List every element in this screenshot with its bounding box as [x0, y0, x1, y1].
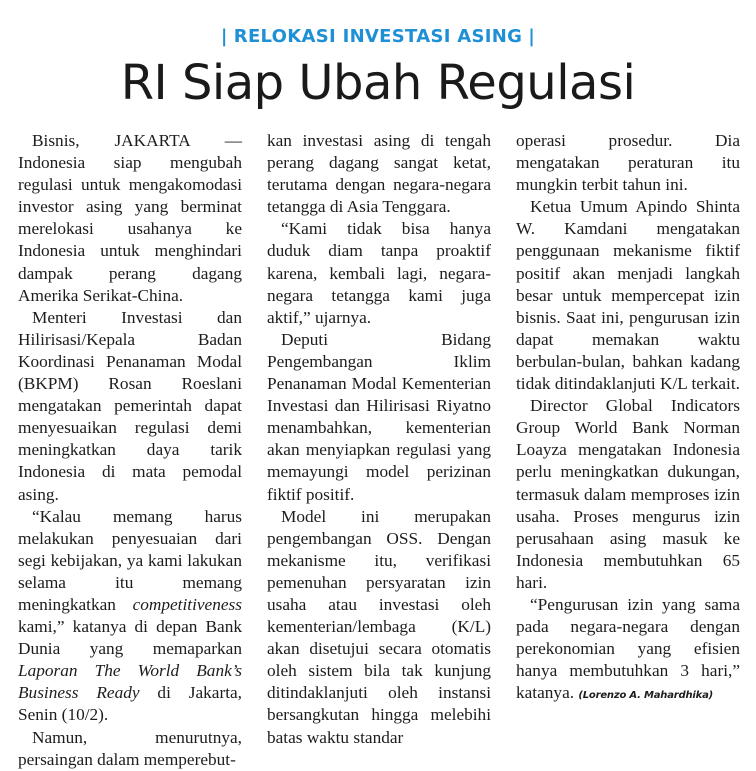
paragraph-continuation: kan investasi asing di tengah perang dagang sangat ketat, terutama dengan negara-negara tetangga di Asia Tenggara. — [267, 131, 491, 217]
paragraph: Ketua Umum Apindo Shinta W. Kamdani mengatakan penggunaan mekanisme fiktif positif akan menjadi langkah besar untuk mempercepat izin bisnis. Saat ini, pengurusan izin dapat memakan waktu berbulan-bulan, bahkan kadang tidak ditindaklanjuti K/L terkait. — [516, 197, 740, 394]
paragraph: Namun, menurutnya, persaingan dalam memperebut- — [18, 727, 242, 769]
closing-quote: “Pengurusan izin yang sama pada negara-negara dengan perekonomian yang efisien hanya membutuhkan 3 hari,” katanya. — [516, 594, 740, 703]
quote-paragraph — [18, 506, 242, 727]
article-column-1 — [18, 130, 242, 771]
headline: RI Siap Ubah Regulasi — [120, 55, 636, 111]
report-title: Laporan The World Bank’s Business Ready — [18, 661, 242, 703]
kicker-text: RELOKASI INVESTASI ASING — [233, 26, 523, 47]
quote-text: kami,” katanya di depan Bank Dunia yang memaparkan — [18, 617, 242, 659]
paragraph: Bisnis, JAKARTA — Indonesia siap mengubah regulasi untuk mengakomodasi investor asing yang berminat merelokasi usahanya ke Indonesia untuk menghindari dampak perang dagang Amerika Serikat-China. — [18, 131, 242, 305]
paragraph: Deputi Bidang Pengembangan Iklim Penanaman Modal Kementerian Investasi dan Hilirisasi Riyatno menambahkan, kementerian akan menyiapkan regulasi yang memayungi model perizinan fiktif positif. — [267, 329, 491, 504]
byline-credit: (Lorenzo A. Mahardhika) — [578, 690, 713, 702]
kicker-bar-left: | — [220, 26, 228, 47]
paragraph: Menteri Investasi dan Hilirisasi/Kepala Badan Koordinasi Penanaman Modal (BKPM) Rosan Roeslani mengatakan pemerintah dapat menyesuaikan regulasi demi meningkatkan daya tarik Indonesia di mata pemodal asing. — [18, 307, 242, 504]
quote-text: di Jakarta, Senin (10/2). — [18, 683, 242, 725]
quote-text: “Kalau memang harus melakukan penyesuaian dari segi kebijakan, ya kami lakukan selama itu memang meningkatkan — [18, 506, 242, 614]
article-column-3 — [516, 130, 740, 707]
kicker — [0, 26, 756, 47]
paragraph-continuation: operasi prosedur. Dia mengatakan peraturan itu mungkin terbit tahun ini. — [516, 131, 740, 195]
kicker-bar-right: | — [528, 26, 536, 47]
paragraph: Model ini merupakan pengembangan OSS. Dengan mekanisme itu, verifikasi pemenuhan persyaratan izin usaha atau investasi oleh kementerian/lembaga (K/L) akan disetujui secara otomatis oleh sistem bila tak kunjung ditindaklanjuti oleh instansi bersangkutan hingga melebihi batas waktu standar — [267, 506, 491, 747]
paragraph: “Kami tidak bisa hanya duduk diam tanpa proaktif karena, kembali lagi, negara-negara tetangga kami juga aktif,” ujarnya. — [267, 219, 491, 327]
paragraph: Director Global Indicators Group World Bank Norman Loayza mengatakan Indonesia perlu meningkatkan dukungan, termasuk dalam memproses izin usaha. Proses mengurus izin perusahaan asing masuk ke Indonesia membutuhkan 65 hari. — [516, 396, 740, 592]
italic-term: competitiveness — [132, 594, 242, 614]
article-column-2 — [267, 130, 491, 749]
closing-paragraph — [516, 594, 740, 707]
